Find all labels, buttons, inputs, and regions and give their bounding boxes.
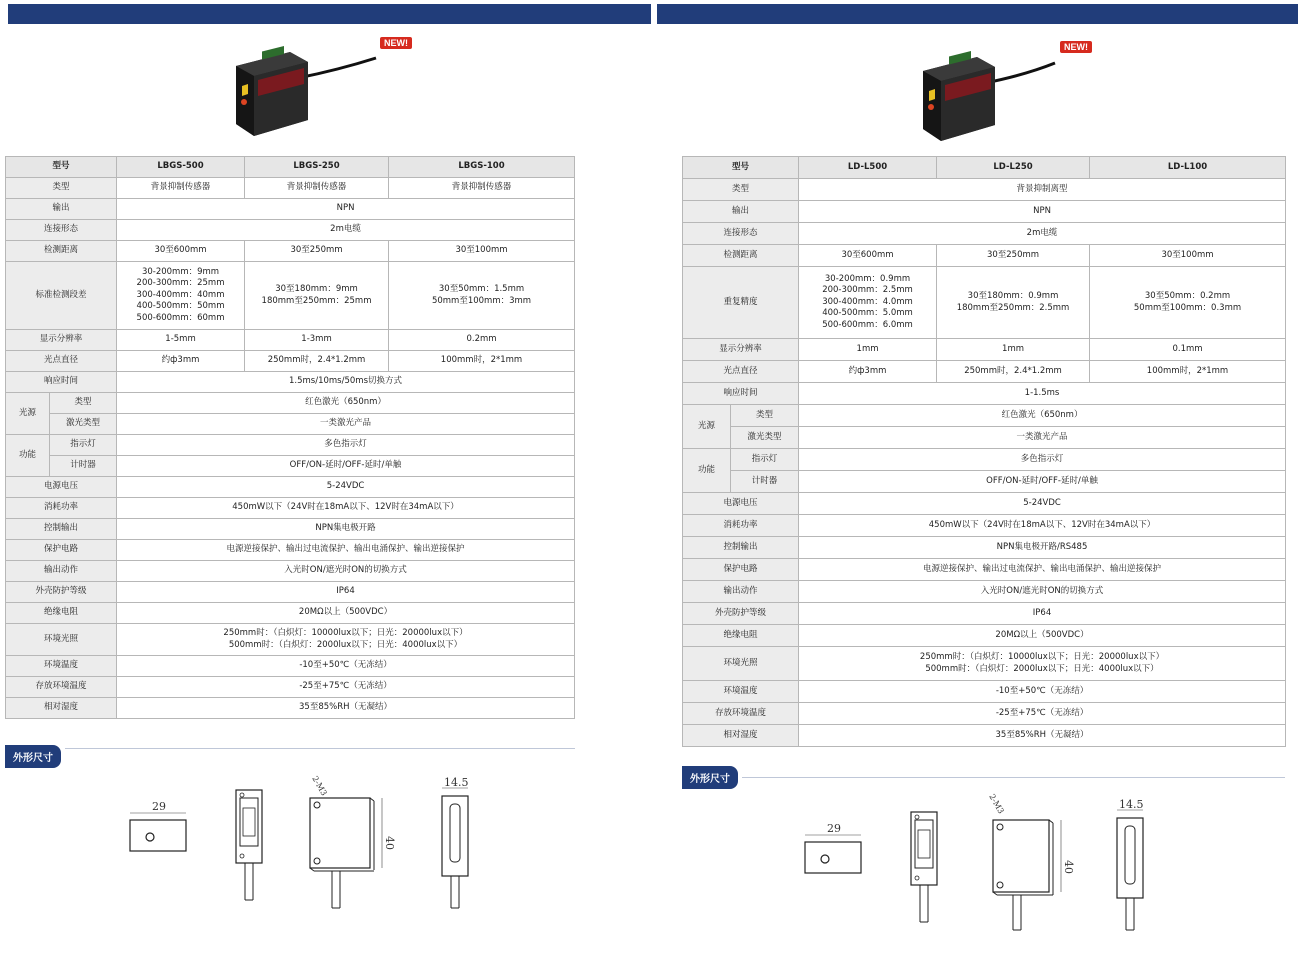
dim-width-label: 29 <box>827 822 841 835</box>
table-row <box>6 582 575 603</box>
cell: 5-24VDC <box>799 493 1286 515</box>
table-row <box>683 493 1286 515</box>
cell: 1-5mm <box>117 330 245 351</box>
cell: 背景抑制传感器 <box>389 178 575 199</box>
row-label: 激光类型 <box>731 427 799 449</box>
cell: IP64 <box>799 603 1286 625</box>
table-row <box>6 393 575 414</box>
table-row <box>6 540 575 561</box>
cell-line: 50mm至100mm：3mm <box>431 295 532 306</box>
dim-screw-label: 2-M3 <box>987 792 1006 816</box>
row-label: 响应时间 <box>6 372 117 393</box>
header-cell: 型号 <box>6 157 117 178</box>
row-label: 输出 <box>683 201 799 223</box>
table-row <box>6 477 575 498</box>
cell: NPN集电极开路 <box>117 519 575 540</box>
cell-line: 180mm至250mm：25mm <box>261 295 372 306</box>
cell-line: 30-200mm：9mm <box>141 266 220 277</box>
table-row <box>683 471 1286 493</box>
cell: 背景抑制传感器 <box>245 178 389 199</box>
group-label: 功能 <box>683 449 731 493</box>
cell: 背景抑制传感器 <box>117 178 245 199</box>
table-row <box>6 498 575 519</box>
cell: 约ф3mm <box>117 351 245 372</box>
cell-line: 30-200mm：0.9mm <box>824 273 911 284</box>
row-label: 计时器 <box>731 471 799 493</box>
row-label: 输出动作 <box>683 581 799 603</box>
row-label: 类型 <box>683 179 799 201</box>
row-label: 消耗功率 <box>683 515 799 537</box>
cell-line: 500mm时：（白炽灯：2000lux以下；日光：4000lux以下） <box>925 663 1159 674</box>
cell-line: 500mm时：（白炽灯：2000lux以下；日光：4000lux以下） <box>228 639 463 650</box>
cell: -10至+50℃（无冻结） <box>799 681 1286 703</box>
table-row <box>683 245 1286 267</box>
cell-line: 200-300mm：25mm <box>136 278 225 289</box>
cell-line: 400-500mm：50mm <box>136 301 225 312</box>
cell: 20MΩ以上（500VDC） <box>117 603 575 624</box>
cell-line: 200-300mm：2.5mm <box>822 285 913 296</box>
cell: 背景抑制离型 <box>799 179 1286 201</box>
table-row <box>683 681 1286 703</box>
row-label: 连接形态 <box>6 220 117 241</box>
table-row <box>683 179 1286 201</box>
table-row <box>683 581 1286 603</box>
header-cell: LD-L100 <box>1090 157 1286 179</box>
spec-table-right <box>682 156 1286 747</box>
cell-line: 50mm至100mm：0.3mm <box>1133 302 1242 313</box>
table-row <box>6 624 575 656</box>
row-label: 计时器 <box>50 456 117 477</box>
row-label: 外壳防护等级 <box>683 603 799 625</box>
dimension-drawings-left <box>120 770 480 910</box>
cell: OFF/ON-延时/OFF-延时/单触 <box>117 456 575 477</box>
section-divider <box>742 777 1285 778</box>
row-label: 环境光照 <box>6 624 117 656</box>
cell: 100mm时，2*1mm <box>1090 361 1286 383</box>
table-row <box>6 241 575 262</box>
cell: 30至250mm <box>245 241 389 262</box>
table-row <box>6 351 575 372</box>
table-row <box>683 157 1286 179</box>
cell <box>117 624 575 656</box>
row-label: 绝缘电阻 <box>6 603 117 624</box>
row-label: 环境温度 <box>6 656 117 677</box>
cell: 入光时ON/遮光时ON的切换方式 <box>117 561 575 582</box>
row-label: 指示灯 <box>50 435 117 456</box>
table-row <box>683 603 1286 625</box>
cell-line: 300-400mm：4.0mm <box>822 296 913 307</box>
row-label: 连接形态 <box>683 223 799 245</box>
cell: 红色激光（650nm） <box>799 405 1286 427</box>
row-label: 类型 <box>6 178 117 199</box>
cell: 1mm <box>799 339 937 361</box>
table-row <box>683 267 1286 339</box>
cell: 电源逆接保护、输出过电流保护、输出电涌保护、输出逆接保护 <box>799 559 1286 581</box>
cell: OFF/ON-延时/OFF-延时/单触 <box>799 471 1286 493</box>
section-title: 外形尺寸 <box>682 766 738 789</box>
cell-line: 250mm时：（白炽灯：10000lux以下；日光：20000lux以下） <box>223 628 468 639</box>
header-cell: LBGS-100 <box>389 157 575 178</box>
cell-line: 180mm至250mm：2.5mm <box>956 302 1070 313</box>
cell-line: 30至180mm：9mm <box>275 284 358 295</box>
cell-line: 500-600mm：6.0mm <box>822 319 913 330</box>
dim-width-label: 29 <box>152 800 166 813</box>
cell <box>1090 267 1286 339</box>
row-label: 光点直径 <box>683 361 799 383</box>
table-row <box>683 339 1286 361</box>
row-label: 指示灯 <box>731 449 799 471</box>
cell-line: 500-600mm：60mm <box>136 312 225 323</box>
header-cell: LD-L250 <box>937 157 1090 179</box>
table-row <box>6 220 575 241</box>
cell: 多色指示灯 <box>799 449 1286 471</box>
header-cell: LBGS-250 <box>245 157 389 178</box>
cell: 约ф3mm <box>799 361 937 383</box>
new-badge-left: NEW! <box>380 37 412 49</box>
cell: 多色指示灯 <box>117 435 575 456</box>
row-label: 激光类型 <box>50 414 117 435</box>
dim-thickness-label: 14.5 <box>1119 798 1144 811</box>
cell: 30至100mm <box>389 241 575 262</box>
cell <box>117 262 245 330</box>
row-label: 外壳防护等级 <box>6 582 117 603</box>
cell: 1-3mm <box>245 330 389 351</box>
section-divider <box>65 748 575 749</box>
row-label: 输出动作 <box>6 561 117 582</box>
cell <box>937 267 1090 339</box>
cell <box>799 267 937 339</box>
table-row <box>683 427 1286 449</box>
cell-line: 30至50mm：1.5mm <box>438 284 525 295</box>
product-image-left <box>228 40 378 140</box>
row-label: 消耗功率 <box>6 498 117 519</box>
cell: 红色激光（650nm） <box>117 393 575 414</box>
header-cell: 型号 <box>683 157 799 179</box>
cell: 1-1.5ms <box>799 383 1286 405</box>
cell: 2m电缆 <box>117 220 575 241</box>
table-row <box>683 405 1286 427</box>
table-row <box>683 515 1286 537</box>
header-bar-right <box>657 4 1298 24</box>
table-row <box>683 201 1286 223</box>
header-cell: LBGS-500 <box>117 157 245 178</box>
row-label: 检测距离 <box>6 241 117 262</box>
cell: 450mW以下（24V时在18mA以下、12V时在34mA以下） <box>799 515 1286 537</box>
cell: NPN <box>799 201 1286 223</box>
dim-height-label: 40 <box>1062 860 1075 874</box>
cell: 30至250mm <box>937 245 1090 267</box>
cell: 100mm时，2*1mm <box>389 351 575 372</box>
cell: 一类激光产品 <box>117 414 575 435</box>
cell: 250mm时，2.4*1.2mm <box>937 361 1090 383</box>
header-bar-left <box>8 4 651 24</box>
table-row <box>6 677 575 698</box>
table-row <box>683 625 1286 647</box>
row-label: 光点直径 <box>6 351 117 372</box>
cell: 0.1mm <box>1090 339 1286 361</box>
table-row <box>6 178 575 199</box>
cell: NPN集电极开路/RS485 <box>799 537 1286 559</box>
row-label: 控制输出 <box>6 519 117 540</box>
row-label: 标准检测段差 <box>6 262 117 330</box>
dimension-drawings-right <box>795 790 1155 935</box>
cell: 30至100mm <box>1090 245 1286 267</box>
cell-line: 400-500mm：5.0mm <box>822 308 913 319</box>
dim-screw-label: 2-M3 <box>310 774 329 798</box>
dim-height-label: 40 <box>383 836 396 850</box>
table-row <box>683 703 1286 725</box>
cell: 电源逆接保护、输出过电流保护、输出电涌保护、输出逆接保护 <box>117 540 575 561</box>
table-row <box>6 435 575 456</box>
cell-line: 250mm时：（白炽灯：10000lux以下；日光：20000lux以下） <box>919 652 1165 663</box>
group-label: 光源 <box>6 393 50 435</box>
cell: 5-24VDC <box>117 477 575 498</box>
row-label: 控制输出 <box>683 537 799 559</box>
group-label: 功能 <box>6 435 50 477</box>
section-title: 外形尺寸 <box>5 745 61 768</box>
table-row <box>683 725 1286 747</box>
cell: 30至600mm <box>117 241 245 262</box>
row-label: 存放环境温度 <box>683 703 799 725</box>
cell: IP64 <box>117 582 575 603</box>
cell: NPN <box>117 199 575 220</box>
row-label: 类型 <box>50 393 117 414</box>
spec-table-left <box>5 156 575 719</box>
cell <box>245 262 389 330</box>
cell <box>389 262 575 330</box>
cell: -25至+75℃（无冻结） <box>799 703 1286 725</box>
cell: 30至600mm <box>799 245 937 267</box>
row-label: 相对湿度 <box>6 698 117 719</box>
table-row <box>6 414 575 435</box>
row-label: 电源电压 <box>683 493 799 515</box>
row-label: 类型 <box>731 405 799 427</box>
table-row <box>683 361 1286 383</box>
table-row <box>683 559 1286 581</box>
row-label: 绝缘电阻 <box>683 625 799 647</box>
cell: 1.5ms/10ms/50ms切换方式 <box>117 372 575 393</box>
cell: 20MΩ以上（500VDC） <box>799 625 1286 647</box>
row-label: 环境温度 <box>683 681 799 703</box>
row-label: 响应时间 <box>683 383 799 405</box>
row-label: 存放环境温度 <box>6 677 117 698</box>
row-label: 电源电压 <box>6 477 117 498</box>
cell: 35至85%RH（无凝结） <box>117 698 575 719</box>
cell: 0.2mm <box>389 330 575 351</box>
table-row <box>683 383 1286 405</box>
cell <box>799 647 1286 681</box>
row-label: 保护电路 <box>683 559 799 581</box>
cell: 一类激光产品 <box>799 427 1286 449</box>
table-row <box>683 537 1286 559</box>
cell: -25至+75℃（无冻结） <box>117 677 575 698</box>
cell-line: 300-400mm：40mm <box>136 289 225 300</box>
group-label: 光源 <box>683 405 731 449</box>
table-row <box>6 372 575 393</box>
cell-line: 30至180mm：0.9mm <box>967 291 1059 302</box>
row-label: 环境光照 <box>683 647 799 681</box>
row-label: 检测距离 <box>683 245 799 267</box>
dimensions-section-left <box>5 745 575 769</box>
table-row <box>6 330 575 351</box>
cell: 2m电缆 <box>799 223 1286 245</box>
table-row <box>6 698 575 719</box>
table-row <box>6 199 575 220</box>
cell-line: 30至50mm：0.2mm <box>1144 291 1231 302</box>
table-row <box>6 157 575 178</box>
cell: 1mm <box>937 339 1090 361</box>
table-row <box>683 647 1286 681</box>
table-row <box>6 561 575 582</box>
row-label: 相对湿度 <box>683 725 799 747</box>
table-row <box>6 262 575 330</box>
cell: 入光时ON/遮光时ON的切换方式 <box>799 581 1286 603</box>
header-cell: LD-L500 <box>799 157 937 179</box>
row-label: 显示分辨率 <box>683 339 799 361</box>
table-row <box>6 456 575 477</box>
row-label: 重复精度 <box>683 267 799 339</box>
dimensions-section-right <box>682 766 1285 790</box>
cell: 250mm时，2.4*1.2mm <box>245 351 389 372</box>
table-row <box>6 656 575 677</box>
cell: 450mW以下（24V时在18mA以下、12V时在34mA以下） <box>117 498 575 519</box>
table-row <box>683 223 1286 245</box>
cell: 35至85%RH（无凝结） <box>799 725 1286 747</box>
table-row <box>683 449 1286 471</box>
product-image-right <box>915 45 1065 145</box>
table-row <box>6 519 575 540</box>
table-row <box>6 603 575 624</box>
row-label: 显示分辨率 <box>6 330 117 351</box>
dim-thickness-label: 14.5 <box>444 776 469 789</box>
cell: -10至+50℃（无冻结） <box>117 656 575 677</box>
row-label: 保护电路 <box>6 540 117 561</box>
row-label: 输出 <box>6 199 117 220</box>
new-badge-right: NEW! <box>1060 41 1092 53</box>
